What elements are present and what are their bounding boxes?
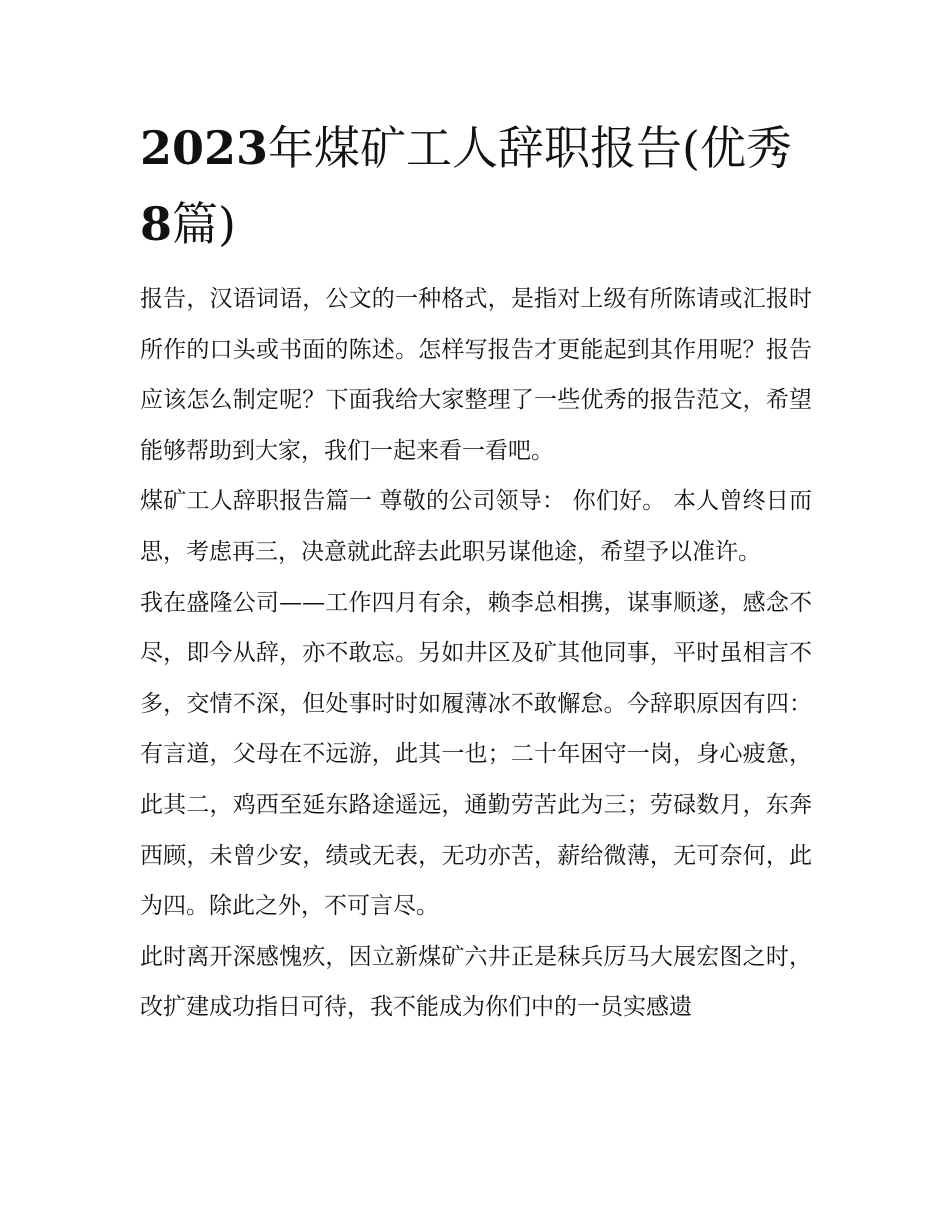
resignation-reasons-paragraph: 我在盛隆公司——工作四月有余，赖李总相携，谋事顺遂，感念不尽，即今从辞，亦不敢忘。另如井区及矿其他同事，平时虽相言不多，交情不深，但处事时时如履薄冰不敢懈怠。今辞职原因有四：有言道，父母在不远游，此其一也；二十年困守一岗，身心疲惫，此其二，鸡西至延东路途遥远，通勤劳苦此为三；劳碌数月，东奔西顾，未曾少安，绩或无表，无功亦苦，薪给微薄，无可奈何，此为四。除此之外，不可言尽。 [140,589,812,920]
closing-paragraph: 此时离开深感愧疚，因立新煤矿六井正是秣兵厉马大展宏图之时，改扩建成功指日可待，我不能成为你们中的一员实感遗 [140,943,812,1021]
title-text-main: 年煤矿工人辞职报告(优秀 [268,121,792,175]
title-year: 2023 [140,121,269,175]
intro-paragraph: 报告，汉语词语，公文的一种格式，是指对上级有所陈请或汇报时所作的口头或书面的陈述。怎样写报告才更能起到其作用呢？报告应该怎么制定呢？下面我给大家整理了一些优秀的报告范文，希望能够帮助到大家，我们一起来看一看吧。 [140,286,812,464]
title-count: 8 [140,197,173,251]
document-page [140,110,812,1033]
title-text-end: 篇) [172,197,236,251]
document-title [140,110,812,262]
letter-opening-paragraph: 煤矿工人辞职报告篇一 尊敬的公司领导： 你们好。 本人曾终日而思，考虑再三，决意就此辞去此职另谋他途，希望予以准许。 [140,488,812,565]
